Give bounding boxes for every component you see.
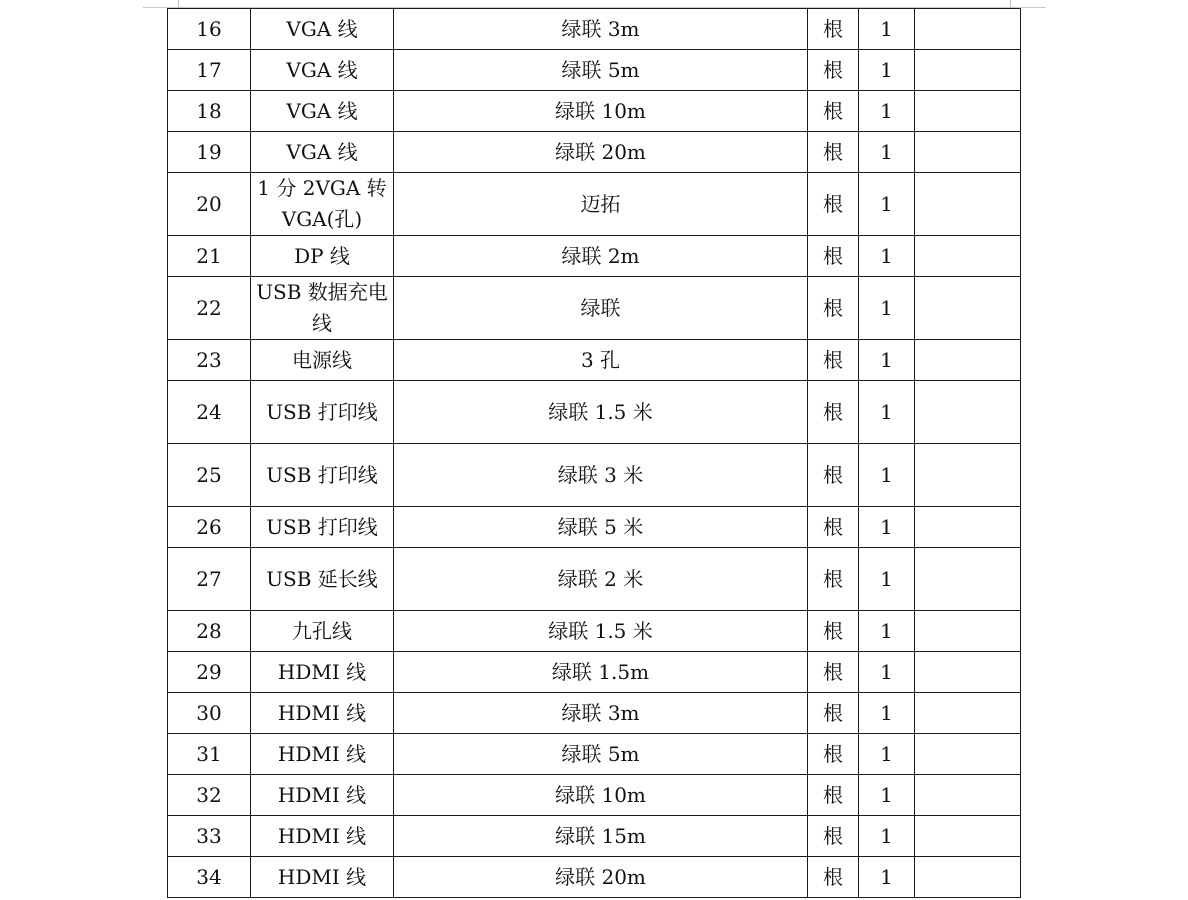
- item-quantity-cell: 1: [859, 173, 915, 236]
- table-row: [168, 693, 1021, 734]
- table-row: [168, 734, 1021, 775]
- item-name-cell: HDMI 线: [251, 693, 394, 734]
- table-row: [168, 857, 1021, 898]
- item-number-cell: 29: [168, 652, 251, 693]
- item-remark-cell: [915, 693, 1021, 734]
- item-spec-cell: 绿联: [394, 277, 808, 340]
- item-name-cell: HDMI 线: [251, 857, 394, 898]
- item-number-cell: 23: [168, 340, 251, 381]
- item-spec-cell: 绿联 5m: [394, 734, 808, 775]
- item-spec-cell: 绿联 20m: [394, 857, 808, 898]
- item-number-cell: 30: [168, 693, 251, 734]
- item-spec-cell: 绿联 20m: [394, 132, 808, 173]
- item-spec-cell: 绿联 2 米: [394, 548, 808, 611]
- item-unit-cell: 根: [808, 91, 859, 132]
- item-name-cell: USB 打印线: [251, 381, 394, 444]
- item-spec-cell: 绿联 5m: [394, 50, 808, 91]
- item-unit-cell: 根: [808, 444, 859, 507]
- item-unit-cell: 根: [808, 652, 859, 693]
- right-margin-mark: [1010, 0, 1011, 8]
- item-number-cell: 34: [168, 857, 251, 898]
- item-number-cell: 25: [168, 444, 251, 507]
- table-row: [168, 50, 1021, 91]
- item-quantity-cell: 1: [859, 734, 915, 775]
- item-remark-cell: [915, 857, 1021, 898]
- item-remark-cell: [915, 775, 1021, 816]
- item-name-cell: VGA 线: [251, 91, 394, 132]
- item-unit-cell: 根: [808, 381, 859, 444]
- item-remark-cell: [915, 652, 1021, 693]
- item-quantity-cell: 1: [859, 548, 915, 611]
- item-remark-cell: [915, 507, 1021, 548]
- item-remark-cell: [915, 444, 1021, 507]
- item-name-cell: USB 延长线: [251, 548, 394, 611]
- item-unit-cell: 根: [808, 734, 859, 775]
- item-spec-cell: 绿联 10m: [394, 91, 808, 132]
- item-quantity-cell: 1: [859, 775, 915, 816]
- item-quantity-cell: 1: [859, 50, 915, 91]
- item-name-cell: HDMI 线: [251, 652, 394, 693]
- item-name-cell: VGA 线: [251, 9, 394, 50]
- item-unit-cell: 根: [808, 277, 859, 340]
- table-row: [168, 132, 1021, 173]
- item-name-cell: DP 线: [251, 236, 394, 277]
- item-quantity-cell: 1: [859, 9, 915, 50]
- item-unit-cell: 根: [808, 173, 859, 236]
- table-row: [168, 816, 1021, 857]
- item-name-cell: USB 打印线: [251, 444, 394, 507]
- item-quantity-cell: 1: [859, 507, 915, 548]
- item-name-cell: VGA 线: [251, 50, 394, 91]
- item-unit-cell: 根: [808, 132, 859, 173]
- item-quantity-cell: 1: [859, 91, 915, 132]
- table-row: [168, 381, 1021, 444]
- item-number-cell: 26: [168, 507, 251, 548]
- item-remark-cell: [915, 9, 1021, 50]
- item-remark-cell: [915, 816, 1021, 857]
- table-row: [168, 611, 1021, 652]
- item-spec-cell: 绿联 1.5m: [394, 652, 808, 693]
- item-remark-cell: [915, 91, 1021, 132]
- item-number-cell: 24: [168, 381, 251, 444]
- item-unit-cell: 根: [808, 775, 859, 816]
- table-row: [168, 548, 1021, 611]
- item-name-cell: 电源线: [251, 340, 394, 381]
- item-number-cell: 21: [168, 236, 251, 277]
- table-row: [168, 340, 1021, 381]
- item-name-cell: USB 打印线: [251, 507, 394, 548]
- item-quantity-cell: 1: [859, 381, 915, 444]
- item-remark-cell: [915, 734, 1021, 775]
- item-name-cell: HDMI 线: [251, 775, 394, 816]
- item-unit-cell: 根: [808, 50, 859, 91]
- item-quantity-cell: 1: [859, 340, 915, 381]
- table-row: [168, 236, 1021, 277]
- item-number-cell: 16: [168, 9, 251, 50]
- item-name-cell: 1 分 2VGA 转 VGA(孔): [251, 173, 394, 236]
- table-row: [168, 277, 1021, 340]
- item-quantity-cell: 1: [859, 693, 915, 734]
- left-margin-mark: [178, 0, 179, 8]
- item-remark-cell: [915, 132, 1021, 173]
- item-remark-cell: [915, 381, 1021, 444]
- table-row: [168, 91, 1021, 132]
- item-quantity-cell: 1: [859, 611, 915, 652]
- table-row: [168, 444, 1021, 507]
- table-row: [168, 173, 1021, 236]
- item-spec-cell: 3 孔: [394, 340, 808, 381]
- item-number-cell: 18: [168, 91, 251, 132]
- item-spec-cell: 绿联 3m: [394, 9, 808, 50]
- item-name-cell: HDMI 线: [251, 734, 394, 775]
- item-spec-cell: 迈拓: [394, 173, 808, 236]
- item-number-cell: 22: [168, 277, 251, 340]
- item-unit-cell: 根: [808, 857, 859, 898]
- item-quantity-cell: 1: [859, 857, 915, 898]
- item-quantity-cell: 1: [859, 652, 915, 693]
- item-unit-cell: 根: [808, 9, 859, 50]
- item-unit-cell: 根: [808, 611, 859, 652]
- item-unit-cell: 根: [808, 548, 859, 611]
- item-number-cell: 17: [168, 50, 251, 91]
- table-row: [168, 9, 1021, 50]
- table-row: [168, 652, 1021, 693]
- item-number-cell: 27: [168, 548, 251, 611]
- item-number-cell: 33: [168, 816, 251, 857]
- item-unit-cell: 根: [808, 507, 859, 548]
- item-unit-cell: 根: [808, 236, 859, 277]
- item-number-cell: 20: [168, 173, 251, 236]
- table-row: [168, 507, 1021, 548]
- item-quantity-cell: 1: [859, 816, 915, 857]
- item-unit-cell: 根: [808, 693, 859, 734]
- item-remark-cell: [915, 236, 1021, 277]
- item-spec-cell: 绿联 3 米: [394, 444, 808, 507]
- item-quantity-cell: 1: [859, 132, 915, 173]
- item-remark-cell: [915, 277, 1021, 340]
- table-row: [168, 775, 1021, 816]
- item-quantity-cell: 1: [859, 236, 915, 277]
- item-remark-cell: [915, 173, 1021, 236]
- item-quantity-cell: 1: [859, 277, 915, 340]
- item-spec-cell: 绿联 2m: [394, 236, 808, 277]
- item-spec-cell: 绿联 15m: [394, 816, 808, 857]
- item-spec-cell: 绿联 3m: [394, 693, 808, 734]
- item-name-cell: VGA 线: [251, 132, 394, 173]
- item-unit-cell: 根: [808, 816, 859, 857]
- item-name-cell: 九孔线: [251, 611, 394, 652]
- item-name-cell: USB 数据充电线: [251, 277, 394, 340]
- item-quantity-cell: 1: [859, 444, 915, 507]
- item-unit-cell: 根: [808, 340, 859, 381]
- item-remark-cell: [915, 611, 1021, 652]
- equipment-table: [167, 8, 1021, 898]
- table-body: [168, 9, 1021, 898]
- item-spec-cell: 绿联 10m: [394, 775, 808, 816]
- item-remark-cell: [915, 50, 1021, 91]
- item-spec-cell: 绿联 1.5 米: [394, 381, 808, 444]
- item-spec-cell: 绿联 5 米: [394, 507, 808, 548]
- item-remark-cell: [915, 340, 1021, 381]
- item-number-cell: 32: [168, 775, 251, 816]
- item-name-cell: HDMI 线: [251, 816, 394, 857]
- item-number-cell: 28: [168, 611, 251, 652]
- item-number-cell: 19: [168, 132, 251, 173]
- item-number-cell: 31: [168, 734, 251, 775]
- item-remark-cell: [915, 548, 1021, 611]
- item-spec-cell: 绿联 1.5 米: [394, 611, 808, 652]
